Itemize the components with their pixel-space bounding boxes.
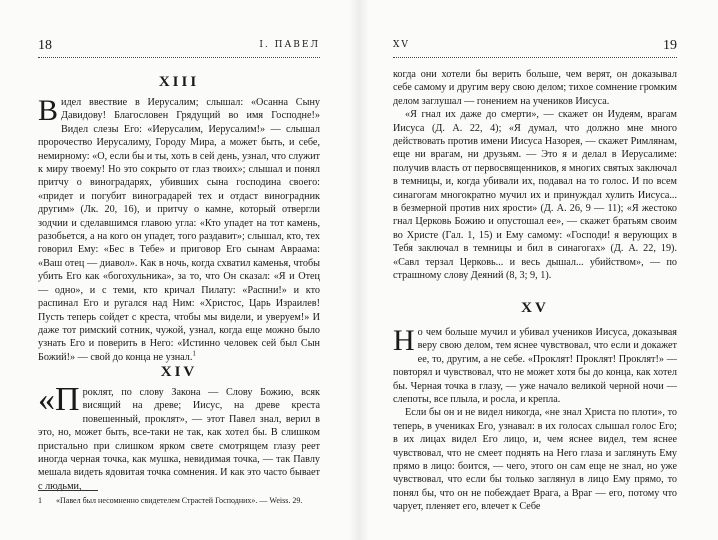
dropcap: Н [393,324,415,357]
chapter-xv-paragraph [393,326,677,406]
chapter-xv-heading: XV [521,300,549,316]
chapter-xv-body: о чем больше мучил и убивал учеников Иисуса, доказывая веру свою делом, тем яснее чувствовал, что если и докажет ее, то, другим, а не себе. «Проклят! Проклят! Проклят!» — повторял и чувствовал, что не может хотя бы до конца, как хотел бы. Черная точка в глазу, — уже начало великой черной ночи — слепоты, все плыла, и росла, и крепла. [393,327,677,406]
chapter-xiv-text [38,381,320,493]
chapter-xv-text [393,326,677,514]
left-page-number: 18 [38,38,52,53]
footnote-reference: 1 [192,349,196,358]
chapter-xiii-heading: XIII [158,74,200,90]
dropcap: «П [38,381,80,418]
header-rule [393,57,677,58]
right-page-header [393,38,677,56]
header-rule [38,57,320,58]
right-page [359,0,699,540]
continuation-paragraph: когда они хотели бы верить больше, чем верят, он доказывал себе самому и другим веру свою делом; тихое сомнение громким делом заглушал — гонением на учеников Иисуса. [393,69,677,107]
right-running-head: XV [393,40,410,50]
left-running-head: I. ПАВЕЛ [259,40,320,50]
persecution-paragraph: «Я гнал их даже до смерти», — скажет он Иудеям, врагам Иисуса (Д. А. 22, 4); «Я думал, что должно мне много действовать против имени Иисуса Назорея, — скажет Римлянам, еще ни врагам, ни друзьям. — Это я и делал в Иерусалиме: получив власть от первосвященников, я многих святых заключал в темницы, и, когда убивали их, подавал на то голос. И по всем синагогам многократно мучил их и принуждал хулить Иисуса... в безмерной против них ярости» (Д. А. 26, 9 — 11); «Я жестоко гнал Церковь Божию и опустошал ее», — скажет братьям своим во Христе (Гал. 1, 15) и Ему самому: «Господи! я верующих в Тебя заключал в темницы и бил в синагогах» (Д. А. 22, 19). «Савл терзал Церковь... и весь дышал... убийством», — по страшному слову Деяний (8, 3; 9, 1). [393,109,677,282]
chapter-xiv-heading: XIV [160,364,198,380]
right-page-number: 19 [663,38,677,53]
left-page [0,0,340,540]
chapter-xiv-continuation [393,68,677,283]
footnote [38,496,320,506]
footnote-text: «Павел был несомненно свидетелем Страстей Господних». — Weiss. 29. [56,496,303,505]
chapter-xiii-text [38,96,320,364]
chapter-xiii-body: идел ввествие в Иерусалим; слышал: «Осанна Сыну Давидову! Благословен Грядущий во имя Господне!» Видел слезы Его: «Иерусалим, Иерусалим!» — слышал пророчество Иерусалиму, Городу Мира, а может быть, и себе, немирному: «О, если бы и ты, хоть в сей день, узнал, что служит к миру твоему! Но это сокрыто от глаз твоих»; слышал и понял притчу о виноградарях, убивших сына господина своего: «придет и погубит виноградарей тех и отдаст виноградник другим» (Лк. 20, 16), и притчу о камне, который отвергли зодчии и сделавшимся главою угла: «Кто упадет на тот камень, разобьется, а на кого он упадет, того раздавит»; слышал, кто, тех говорил Ему: «Бес в Тебе» и приговор Его сынам Авраама: «Ваш отец — диавол». Как в ночь, когда схватил каменья, чтобы убить Его как «богохульника», за то, что Он сказал: «Я и Отец — одно», и с теми, кто кричал Пилату: «Распни!» и кто распинал Его и ругался над Ним: «Христос, Царь Израилев! Пусть теперь сойдет с креста, чтобы мы видели, и уверуем!» И даже тот римский сотник, чужой, узнал, когда еще можно было узнать Его и поверить в Него: «Истинно человек сей был Сын Божий!» — свой до конца не узнал. [38,97,320,363]
chapter-xiv-body: роклят, по слову Закона — Слову Божию, всяк висящий на древе; Иисус, на древе креста повешенный, проклят», — этот Павел знал, верил в это, но, может быть, все-таки не так, как хотел бы. В слишком пристально при слишком ярком свете смотрящем глазу реет иногда черная точка, как мушка, невидимая точка, — так Павлу мешала видеть ядовитая точка сомнения. И как это часто бывает с людьми, [38,387,320,492]
chapter-xiii-paragraph [38,96,320,364]
dropcap: В [38,94,59,127]
footnote-rule [38,490,98,491]
footnote-marker: 1 [38,496,42,505]
left-page-header [38,38,320,56]
chapter-xv-paragraph-2: Если бы он и не видел никогда, «не знал Христа по плоти», то теперь, в учениках Его, узнавал: в их голосах слышал голос Его; в их лицах видел Его лицо, и, чем яснее видел, тем яснее чувствовал, что не смеет поднять на Него глаза и заглянуть Ему прямо в лицо: боится, — чего, этого он сам еще не знал, но уже чувствовал, что если бы только заглянул в лицо Ему прямо, то понял бы, что он не побеждает Врага, а Враг — его, потому что чарует, пленяет его, влечет к Себе [393,407,677,513]
chapter-xiv-paragraph [38,381,320,493]
